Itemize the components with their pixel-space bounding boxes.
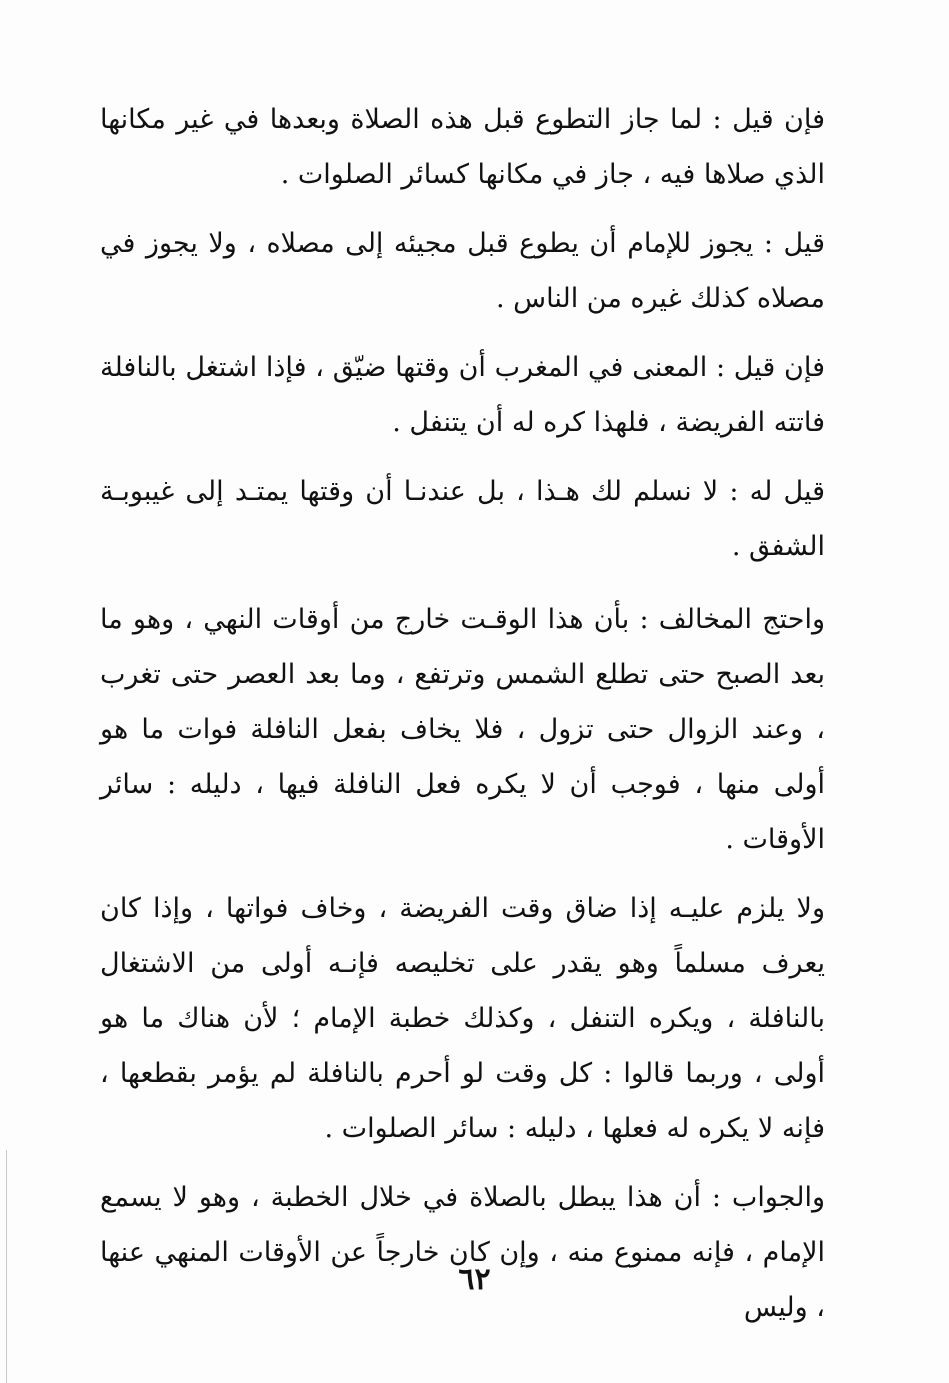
paragraph-6: ولا يلزم عليـه إذا ضاق وقت الفريضة ، وخاف فواتها ، وإذا كان يعرف مسلماً وهو يقدر على تخليصه فإنـه أولى من الاشتغال بالنافلة ، ويكره التنفل ، وكذلك خطبة الإمام ؛ لأن هناك ما هو أولى ، وربما قالوا : كل وقت لو أحرم بالنافلة لم يؤمر بقطعها ، فإنه لا يكره له فعلها ، دليله : سائر الصلوات . bbox=[100, 893, 825, 1144]
paragraph-7: والجواب : أن هذا يبطل بالصلاة في خلال الخطبة ، وهو لا يسمع الإمام ، فإنه ممنوع منه ، وإن كان خارجاً عن الأوقات المنهي عنها ، وليس bbox=[100, 1182, 825, 1323]
body-text bbox=[100, 92, 825, 1349]
page-number: ٦٢ bbox=[458, 1262, 491, 1297]
paragraph-1: فإن قيل : لما جاز التطوع قبل هذه الصلاة وبعدها في غير مكانها الذي صلاها فيه ، جاز في مكانها كسائر الصلوات . bbox=[100, 104, 825, 190]
paragraph-3: فإن قيل : المعنى في المغرب أن وقتها ضيّق ، فإذا اشتغل بالنافلة فاتته الفريضة ، فلهذا كره له أن يتنفل . bbox=[100, 352, 825, 438]
scan-edge-line bbox=[6, 1150, 7, 1383]
paragraph-4: قيل له : لا نسلم لك هـذا ، بل عندنـا أن وقتها يمتـد إلى غيبوبـة الشفق . bbox=[100, 476, 825, 562]
paragraph-2: قيل : يجوز للإمام أن يطوع قبل مجيئه إلى مصلاه ، ولا يجوز في مصلاه كذلك غيره من الناس . bbox=[100, 228, 825, 314]
paragraph-5: واحتج المخالف : بأن هذا الوقـت خارج من أوقات النهي ، وهو ما بعد الصبح حتى تطلع الشمس وترتفع ، وما بعد العصر حتى تغرب ، وعند الزوال حتى تزول ، فلا يخاف بفعل النافلة فوات ما هو أولى منها ، فوجب أن لا يكره فعل النافلة فيها ، دليله : سائر الأوقات . bbox=[100, 604, 825, 855]
